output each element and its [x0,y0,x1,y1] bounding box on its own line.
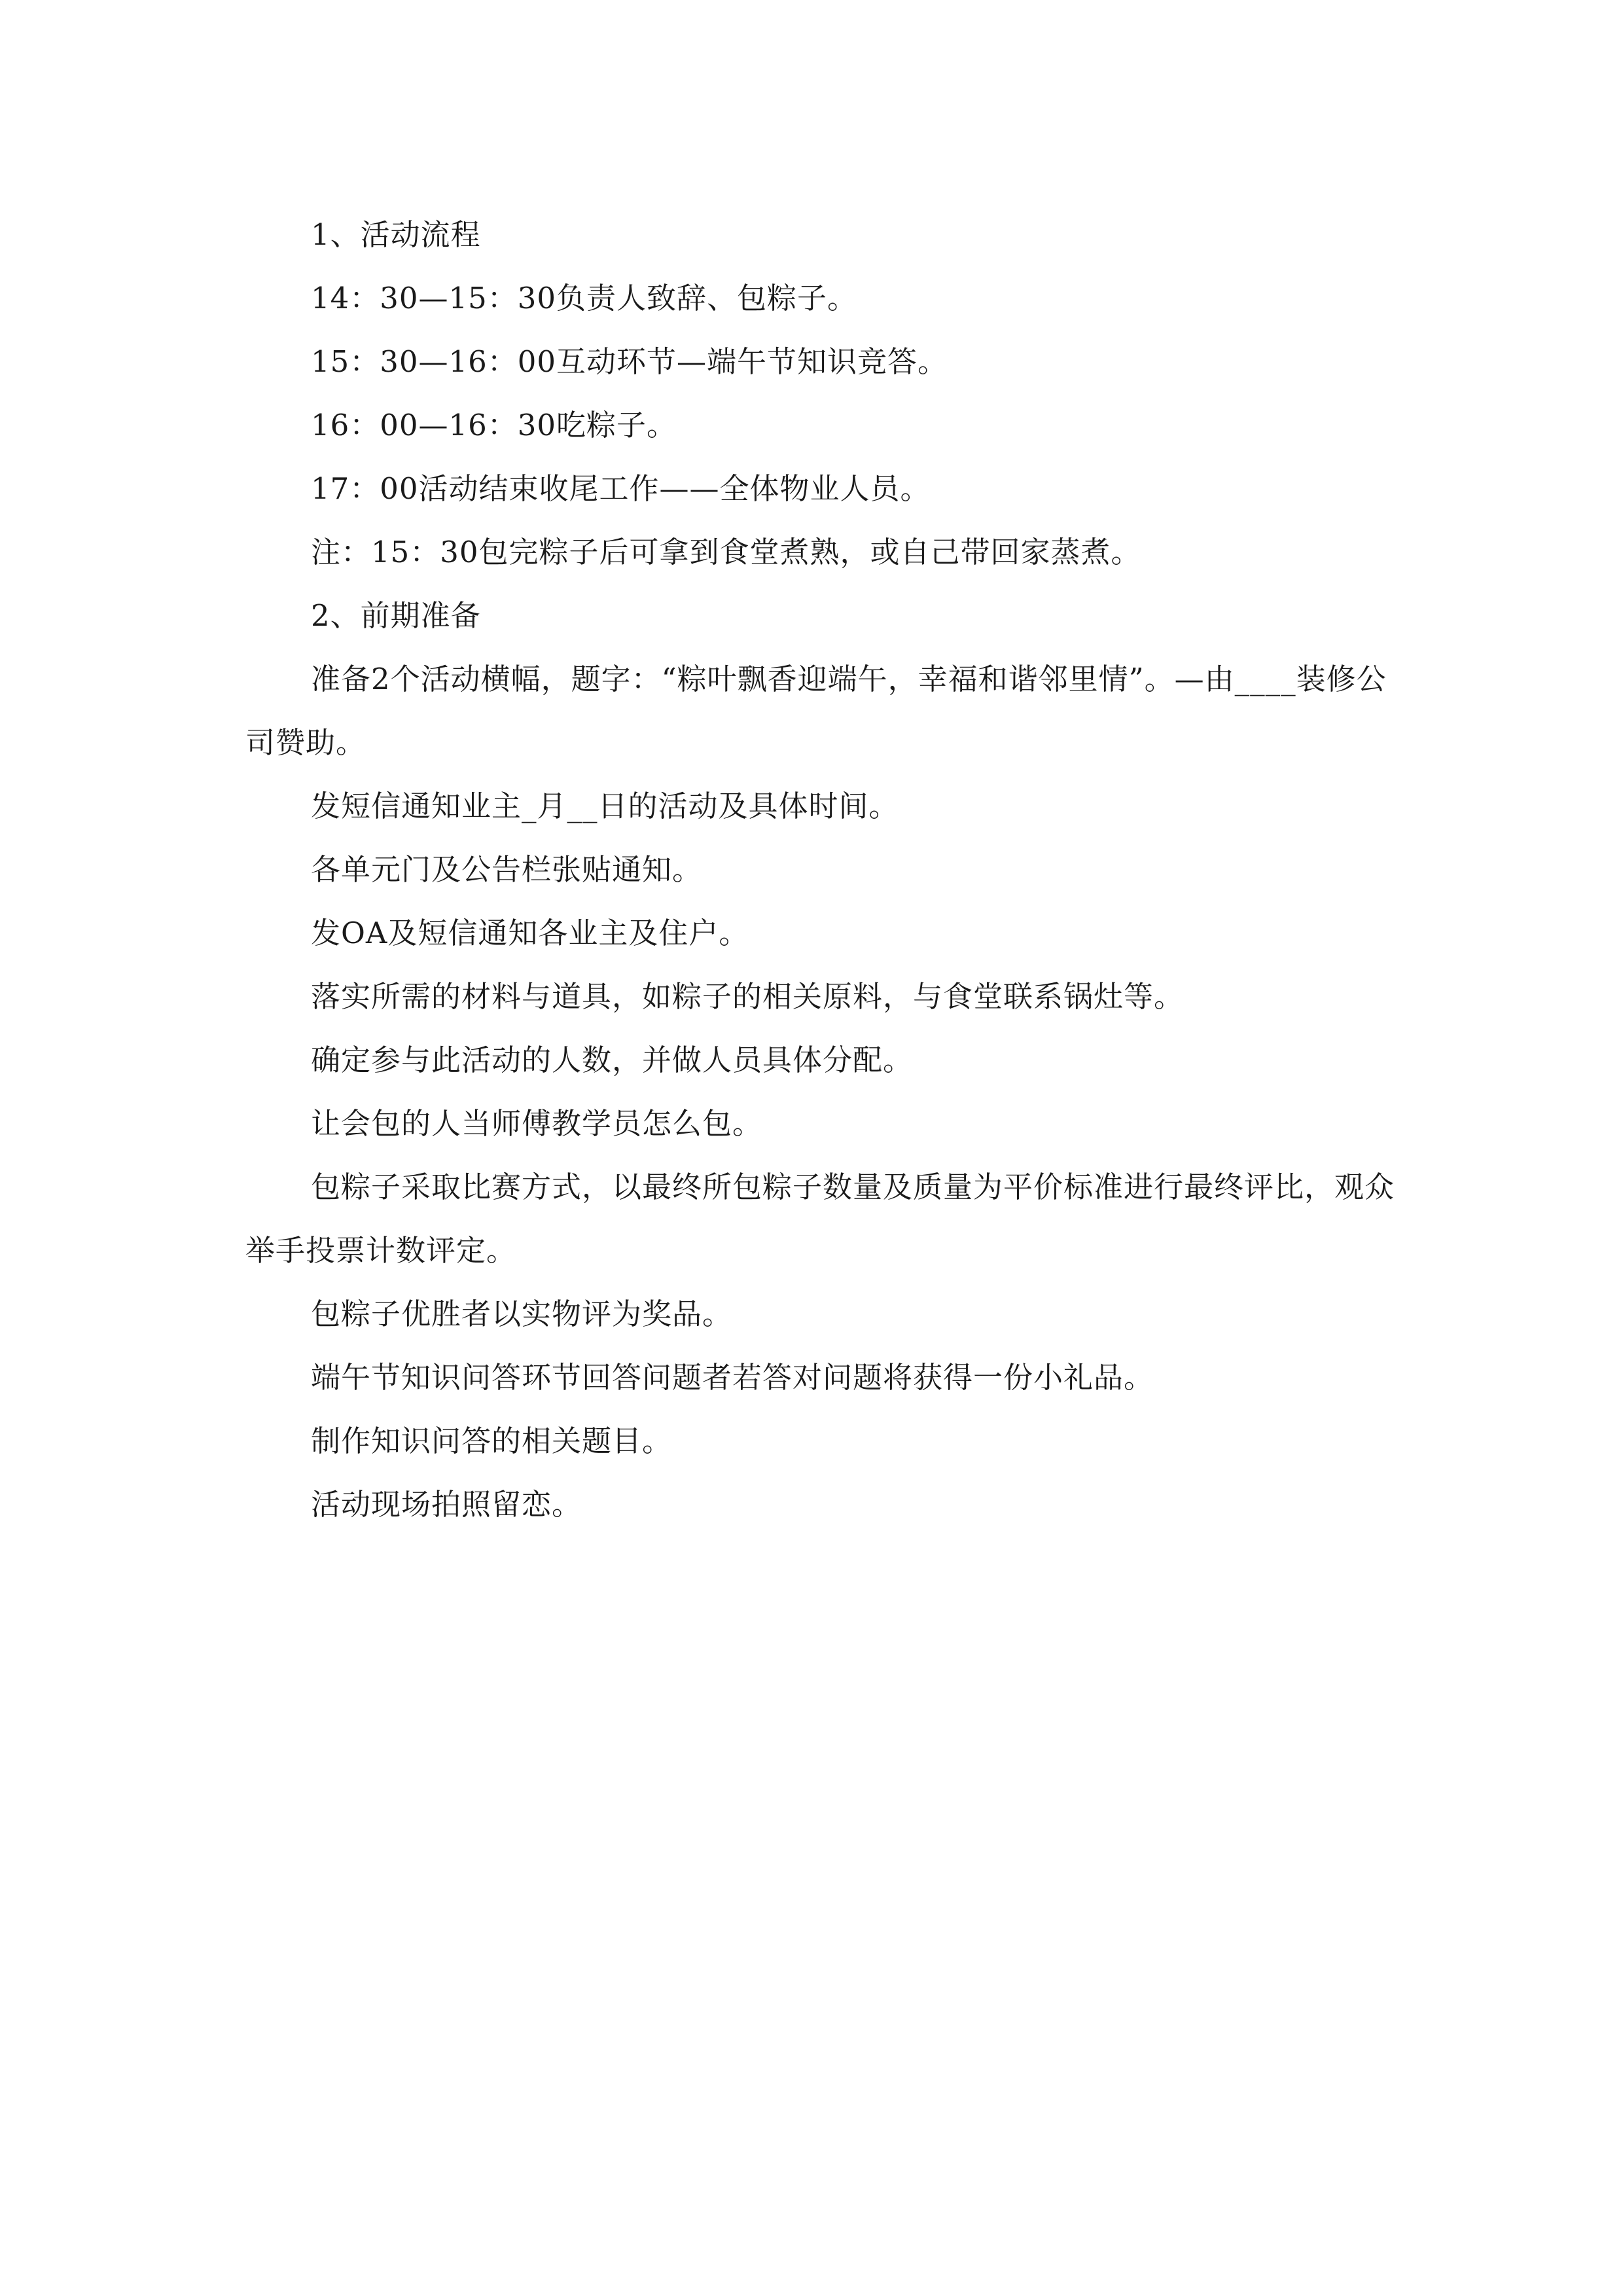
document-body [245,203,1397,1536]
schedule-item: 16：00—16：30吃粽子。 [311,408,677,442]
preparation-item: 发短信通知业主_月__日的活动及具体时间。 [311,789,899,823]
schedule-item: 17：00活动结束收尾工作——全体物业人员。 [311,471,931,506]
preparation-item: 各单元门及公告栏张贴通知。 [311,852,703,887]
preparation-item: 包粽子优胜者以实物评为奖品。 [311,1297,733,1331]
preparation-item: 准备2个活动横幅，题字：“粽叶飘香迎端午，幸福和谐邻里情”。—由____装修公司赞助。 [245,662,1387,760]
preparation-item: 制作知识问答的相关题目。 [311,1424,673,1458]
preparation-item: 包粽子采取比赛方式，以最终所包粽子数量及质量为平价标准进行最终评比，观众举手投票计数评定。 [245,1170,1395,1268]
section-heading-activity-flow: 1、活动流程 [311,217,481,252]
preparation-item: 让会包的人当师傅教学员怎么包。 [311,1106,763,1141]
preparation-item: 落实所需的材料与道具，如粽子的相关原料，与食堂联系锅灶等。 [311,979,1185,1014]
preparation-item: 端午节知识问答环节回答问题者若答对问题将获得一份小礼品。 [311,1360,1154,1395]
preparation-item: 确定参与此活动的人数，并做人员具体分配。 [311,1043,914,1077]
preparation-item: 发OA及短信通知各业主及住户。 [311,916,749,950]
schedule-item: 14：30—15：30负责人致辞、包粽子。 [311,281,858,315]
section-heading-preparation: 2、前期准备 [311,598,481,633]
schedule-item: 15：30—16：00互动环节—端午节知识竞答。 [311,344,948,379]
schedule-note: 注：15：30包完粽子后可拿到食堂煮熟，或自己带回家蒸煮。 [311,535,1141,569]
preparation-item: 活动现场拍照留恋。 [311,1487,582,1522]
